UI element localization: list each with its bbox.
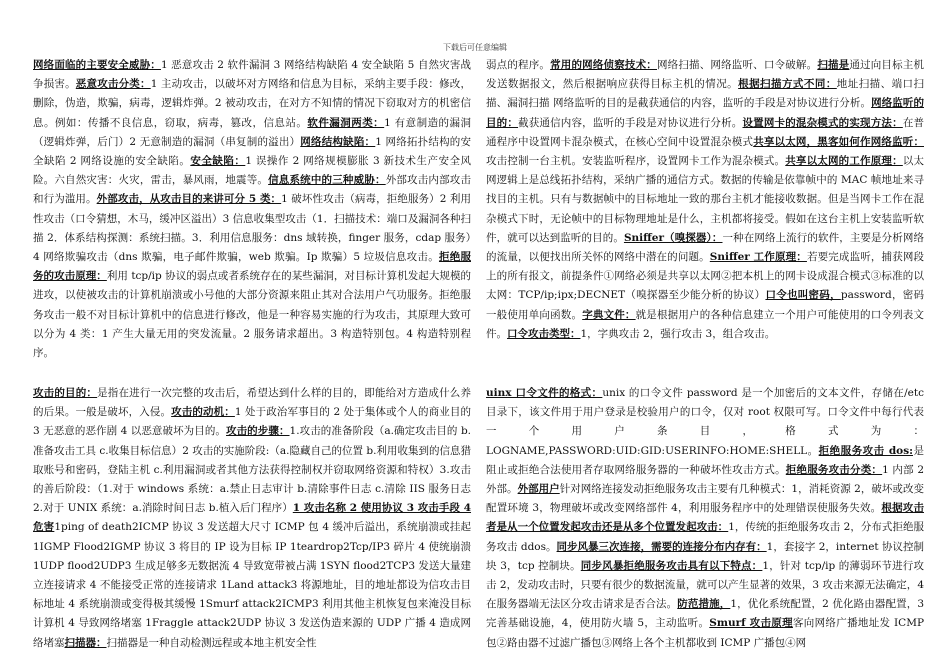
keyword-heading: 攻击的目的： [33,387,98,399]
keyword-heading: 软件漏洞两类： [307,116,385,129]
keyword-heading: 外部用户 [517,483,560,496]
column-top-right [486,56,924,344]
body-text: 1，套接字 2，internet 协议控制块 3，tcp 控制块。 [486,540,925,572]
keyword-heading: 扫描是 [817,59,850,71]
keyword-heading: 信息系统中的三种威胁： [268,174,386,187]
body-text: 若要完成监听，捕获网段上的所有报文，前提条件①网络必须是共享以太网②把本机上的网卡设成混合模式③标准的以太网：TCP/ip;ipx;DECNET（嗅探器至少能分析的协议） [486,251,925,302]
body-text: 以太网逻辑上是总线拓扑结构，采纳广播的通信方式。数据的传输是依靠帧中的 MAC 帧地址来寻找目的主机。只有与数据帧中的目标地址一致的那台主机才能接收数据。但是当网卡工作在混杂模式下时，无论帧中的目标物理地址是什么，主机都将接受。假如在这台主机上安装监听软件，就可以达到监听的目的。 [486,155,924,244]
page-header: 下载后可任意编辑 [443,43,507,52]
keyword-heading: 拒绝服务的攻击原理： [33,251,471,283]
keyword-heading: 攻击的步骤： [226,425,290,438]
body-text: 1，传统的拒绝服务攻击 2，分布式拒绝服务攻击 ddos。 [486,521,925,553]
keyword-heading: 恶意攻击分类： [75,78,151,91]
body-text: 外部攻击内部攻击和行为滥用。 [33,174,471,206]
column-bottom-left [33,384,471,653]
body-text: 1ping of death2ICMP 协议 3 发送超大尺寸 ICMP 包 4 缓冲后溢出，系统崩溃或挂起 1IGMP Flood2IGMP 协议 3 将目的 IP 设为目标 IP 1teardrop2Tcp/IP3 碎片 4 使统崩溃 1UDP flood2UDP3 生成足够多无数据流 4 导致宽带被占满 1SYN flood2TCP3 发送大量建立连接请求 4 不能接受正常的连接请求 1Land attack3 将源地址，目的地址都设为信攻击目标地址 4 系统崩溃或变得极其缓慢 1Smurf attack2ICMP3 利用其他主机恢复包来淹没目标计算机 4 导致网络堵塞 1Fraggle attack2UDP 协议 3 发送伪造来源的 UDP 广播 4 造成网络堵塞 [33,521,471,649]
body-text: 1，针对 tcp/ip 的薄弱环节进行攻击 2，发动攻击时，只要有很少的数据流量，就可以产生显著的效果，3 攻击来源无法确定，4 在服务器端无法区分攻击请求是否合法。 [486,559,924,611]
keyword-heading: 外部攻击，从攻击目的来讲可分 5 类： [96,193,282,206]
body-text: 针对网络连接发动拒绝服务攻击主要有几种模式：1，消耗资源 2，破坏或改变配置环境 3，物理破坏或改变网络部件 4，利用服务程序中的处理错误使服务失效。 [486,483,924,515]
body-text: 利用 tcp/ip 协议的弱点或者系统存在的某些漏洞，对目标计算机发起大规模的进攻，以使被攻击的计算机崩溃或小号他的大部分资源来阻止其对合法用户气功服务。拒绝服务攻击一般不对目标计算机中的信息进行修改，他是一种容易实施的行为攻击，其原理大致可以分为 4 类：1 产生大量无用的突发流量。2 服务请求超出。3 构造特别包。4 构造特别程序。 [33,270,471,360]
body-text: 网络扫描、网络监听、口令破解。 [657,59,818,71]
keyword-heading: 口令攻击类型： [507,327,581,340]
body-text: 1 处于政治军事目的 2 处于集体或个人的商业目的 3 无恶意的恶作剧 4 以恶意破坏为目的。 [33,406,471,438]
body-text: 攻击控制一台主机。安装监听程序，设置网卡工作为混杂模式。 [486,155,786,168]
body-text: 1 内部 2 外部。 [486,463,925,496]
keyword-heading: Sniffer（嗅探器）： [623,231,723,244]
keyword-heading: 共享以太网，黑客如何作网络监听： [753,135,924,148]
keyword-heading: 网络结构缺陷： [300,135,376,148]
body-text: 是指在进行一次完整的攻击后，希望达到什么样的目的，即能给对方造成什么养的后果。一般是破坏，入侵。 [33,387,471,419]
keyword-heading: 共享以太网的工作原理： [785,155,903,168]
body-text: 地址扫描、端口扫描、漏洞扫描 网络监听的目的是截获通信的内容，监听的手段是对协议进行分析。 [486,78,925,110]
body-text: 在普通程序中设置网卡混杂模式，在核心空间中设置混杂模式 [486,116,924,148]
column-bottom-right [486,384,924,653]
body-text: 1 有意制造的漏洞（逻辑炸弹，后门）2 无意制造的漏洞（串复制的溢出） [33,116,472,148]
keyword-heading: 1 攻击名称 2 使用协议 3 攻击手段 4 危害 [33,502,472,534]
keyword-heading: 网络监听的目的： [486,97,924,129]
body-text: 1 主动攻击，以破坏对方网络和信息为目标，采纳主要手段：修改，删除，伪造，欺骗，病毒，逻辑炸弹。2 被动攻击，在对方不知情的情况下窃取对方的机密信息。例如：传播不良信息，窃取，病毒，篡改，信息站。 [33,78,471,129]
paragraph [33,384,471,653]
body-text: 就是根据用户的各种信息建立一个用户可能使用的口令列表文件。 [486,308,924,340]
keyword-heading: 安全缺陷： [190,155,246,168]
keyword-heading: 防范措施， [677,598,731,611]
keyword-heading: 拒绝服务攻击分类： [785,463,883,476]
keyword-heading: 口令也叫密码， [765,289,841,302]
body-text: password，密码一般使用单向函数。 [486,289,924,321]
keyword-heading: 根据扫描方式不同： [738,78,837,91]
body-text: 一种在网络上流行的软件，主要是分析网络的流量，以便找出所关怀的网络中潜在的问题。 [486,231,924,264]
keyword-heading: Smurf 攻击原理 [709,617,793,630]
keyword-heading: 网络面临的主要安全威胁： [33,59,161,71]
body-text: 客向网络广播地址发 ICMP 包②路由器不过滤广播包③网络上各个主机都收到 ICMP 广播包④网 [486,617,925,649]
keyword-heading: Sniffer 工作原理： [709,251,807,264]
keyword-heading: 同步风暴三次连接，需要的连接分布内存有： [556,540,767,553]
body-text: 1.攻击的准备阶段（a.确定攻击目的 b.准备攻击工具 c.收集目标信息）2 攻击的实施阶段:（a.隐藏自己的位置 b.利用收集到的信息猎取账号和密码，登陆主机 c.利用漏洞或者其他方法获得控制权并窃取网络资源和特权）3.攻击的善后阶段：（1.对于 windows 系统：a.禁止日志审计 b.清除事件日志 c.清除 IIS 服务日志 2.对于 UNIX 系统：a.消除时间日志 b.植入后门程序） [33,425,472,515]
column-top-left [33,56,471,363]
keyword-heading: 设置网卡的混杂模式的实现方法： [742,116,903,129]
body-text: 截获通信内容，监听的手段是对协议进行分析。 [518,116,743,129]
body-text: 1 误操作 2 网络规模膨胀 3 新技术生产安全风险。六自然灾害：火灾，雷击，暴风雨，地震等。 [33,155,472,187]
keyword-heading: 常用的网络侦察技术： [550,59,657,71]
keyword-heading: 字典文件： [582,308,636,321]
body-text: 1 恶意攻击 2 软件漏洞 3 网络结构缺陷 4 安全缺陷 5 自然灾害战争损害。 [33,59,471,91]
keyword-heading: 同步风暴拒绝服务攻击具有以下特点： [580,559,763,572]
body-text: unix 的口令文件 password 是一个加密后的文本文件，存储在/etc 目录下，该文件用于用户登录是校验用户的口令，仅对 root 权限可写。口令文件中每行代表一个用户条目，格式为：LOGNAME,PASSWORD:UID:GID:USERINFO:HOME:SHELL。 [486,387,924,457]
body-text: 1，字典攻击 2，强行攻击 3，组合攻击。 [580,327,776,340]
keyword-heading: 扫描器： [64,636,107,649]
paragraph [486,384,924,653]
keyword-heading: uinx 口令文件的格式： [486,387,603,399]
keyword-heading: 拒绝服务攻击 dos: [818,444,913,457]
body-text: 1 破坏性攻击（病毒，拒绝服务）2 利用性攻击（口令猜想，木马，缓冲区溢出）3 信息收集型攻击（1．扫描技术：端口及漏洞各种扫描 2．体系结构探测：系统扫描。3．利用信息服务：dns 域转换，finger 服务，cdap 服务）4 网络欺骗攻击（dns 欺骗，电子邮件欺骗，web 欺骗。Ip 欺骗）5 垃圾信息攻击。 [33,193,472,264]
body-text: 是阻止或拒绝合法使用者存取网络服务器的一种破坏性攻击方式。 [486,444,924,476]
keyword-heading: 攻击的动机： [171,406,235,419]
keyword-heading: 根据攻击者是从一个位置发起攻击还是从多个位置发起攻击： [486,502,924,534]
body-text: 通过向目标主机发送数据报文，然后根据响应获得目标主机的情况。 [486,59,924,91]
paragraph [33,56,471,363]
body-text: 扫描器是一种自动检测远程或本地主机安全性 [106,636,317,649]
paragraph [486,56,924,344]
body-text: 弱点的程序。 [486,59,551,71]
body-text: 1 网络拓扑结构的安全缺陷 2 网络设施的安全缺陷。 [33,135,471,168]
body-text: 1，优化系统配置，2 优化路由器配置，3 完善基础设施，4，使用防火墙 5，主动监听。 [486,598,924,630]
